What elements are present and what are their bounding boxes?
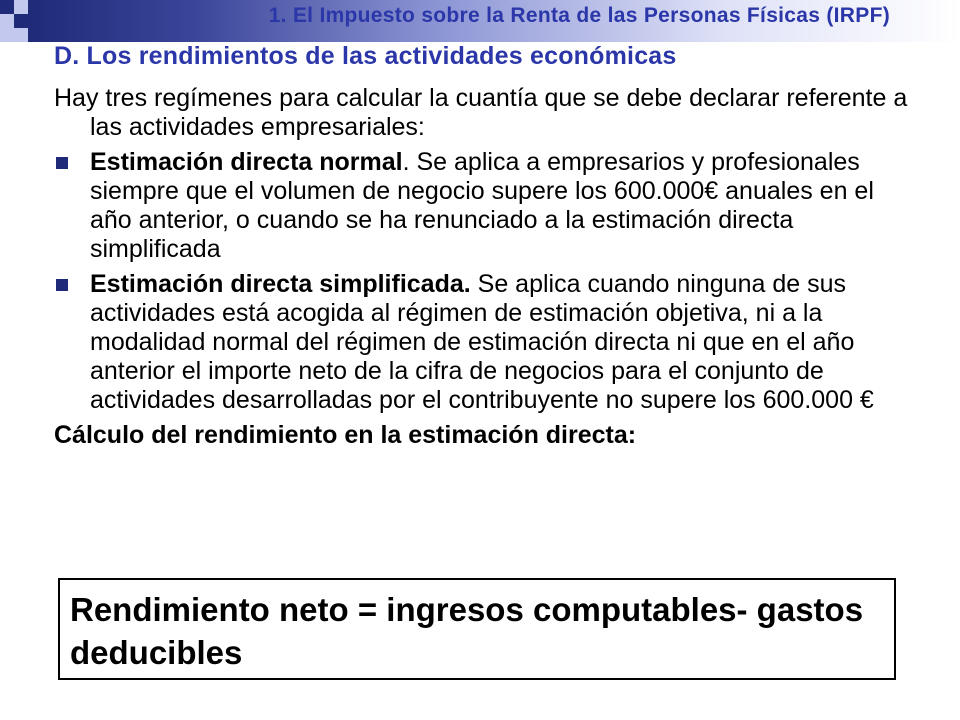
bullet-term: Estimación directa normal [90, 148, 403, 176]
calculation-heading: Cálculo del rendimiento en la estimación directa: [54, 421, 637, 449]
slide-content [54, 84, 914, 450]
bullet-text [90, 270, 914, 415]
bullet-term: Estimación directa simplificada. [90, 270, 471, 298]
decor-square-3 [0, 14, 14, 28]
square-bullet-icon [56, 279, 68, 291]
intro-paragraph: Hay tres regímenes para calcular la cuantía que se debe declarar referente a las actividades empresariales: [54, 84, 908, 141]
bullet-item [54, 148, 914, 264]
bullet-description: . Se aplica a empresarios y profesionales siempre que el volumen de negocio supere los 600.000€ anuales en el año anterior, o cuando se ha renunciado a la estimación directa simplificada [90, 148, 874, 263]
formula-box [58, 578, 896, 680]
square-bullet-icon [56, 157, 68, 169]
decor-square-6 [14, 28, 28, 42]
decor-square-2 [14, 0, 28, 14]
decor-square-1 [0, 0, 14, 14]
decor-square-5 [0, 28, 14, 42]
slide-header-title: 1. El Impuesto sobre la Renta de las Personas Físicas (IRPF) [268, 4, 890, 27]
slide-subtitle: D. Los rendimientos de las actividades económicas [54, 42, 677, 70]
bullet-description: Se aplica cuando ninguna de sus actividades está acogida al régimen de estimación objetiva, ni a la modalidad normal del régimen de estimación directa ni que en el año anterior el importe neto de la cifra de negocios para el conjunto de actividades desarrolladas por el contribuyente no supere los 600.000 € [90, 270, 874, 414]
decor-square-4 [14, 14, 28, 28]
bullet-item [54, 270, 914, 415]
bullet-text [90, 148, 914, 264]
formula-text: Rendimiento neto = ingresos computables- gastos deducibles [70, 591, 864, 671]
